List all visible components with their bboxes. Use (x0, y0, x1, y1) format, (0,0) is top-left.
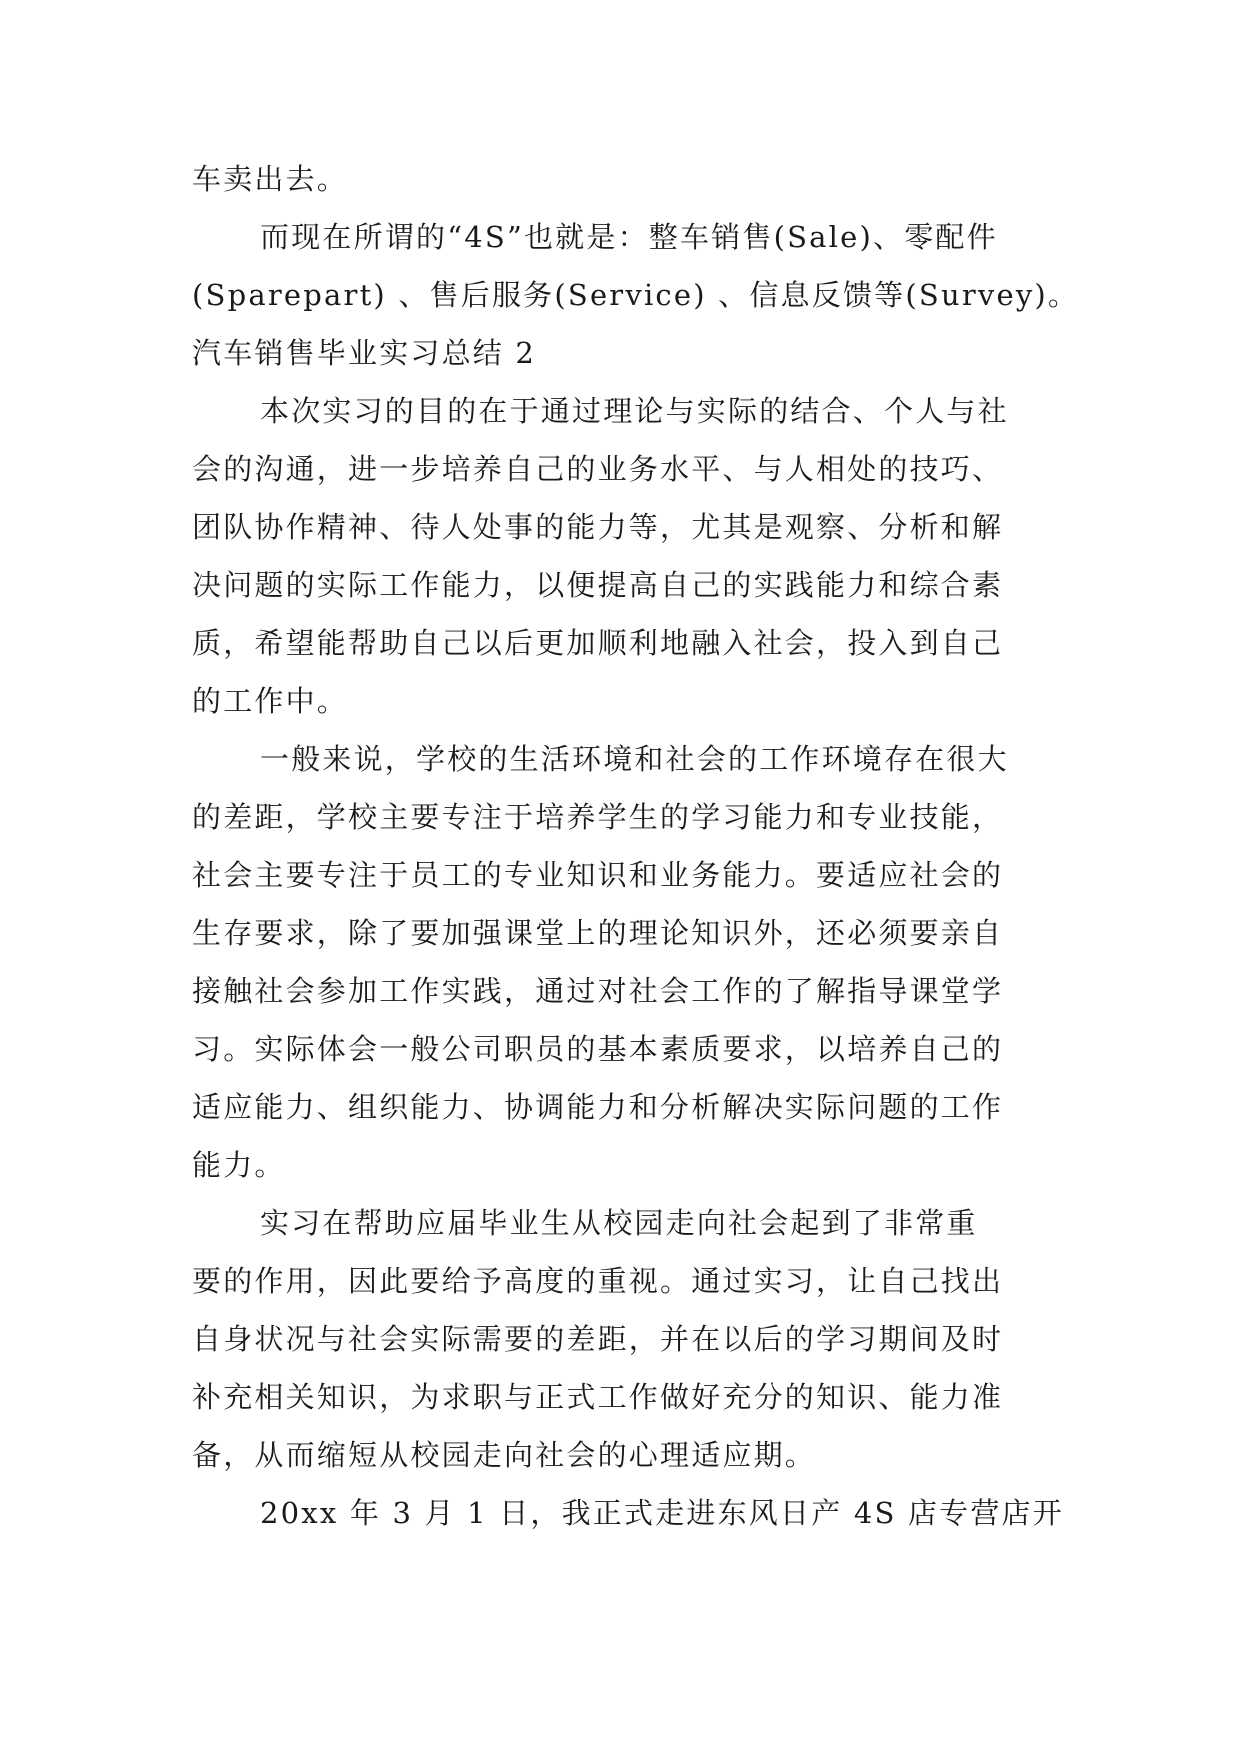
text-line: 一般来说，学校的生活环境和社会的工作环境存在很大 (260, 742, 1009, 776)
text-line: 的工作中。 (192, 684, 349, 718)
text-line: 而现在所谓的“4S”也就是：整车销售(Sale)、零配件 (260, 220, 998, 254)
text-line: 备，从而缩短从校园走向社会的心理适应期。 (192, 1438, 817, 1472)
text-line: 质，希望能帮助自己以后更加顺利地融入社会，投入到自己 (192, 626, 1004, 660)
text-line: 接触社会参加工作实践，通过对社会工作的了解指导课堂学 (192, 974, 1004, 1008)
text-line: 生存要求，除了要加强课堂上的理论知识外，还必须要亲自 (192, 916, 1004, 950)
text-line: 车卖出去。 (192, 162, 349, 196)
text-line: 团队协作精神、待人处事的能力等，尤其是观察、分析和解 (192, 510, 1004, 544)
text-line: 20xx 年 3 月 1 日，我正式走进东风日产 4S 店专营店开 (260, 1496, 1064, 1530)
document-body (192, 150, 1080, 1542)
text-line: 补充相关知识，为求职与正式工作做好充分的知识、能力准 (192, 1380, 1004, 1414)
text-line: 决问题的实际工作能力，以便提高自己的实践能力和综合素 (192, 568, 1004, 602)
text-line: 实习在帮助应届毕业生从校园走向社会起到了非常重 (260, 1206, 978, 1240)
text-line: 习。实际体会一般公司职员的基本素质要求，以培养自己的 (192, 1032, 1004, 1066)
text-line: 要的作用，因此要给予高度的重视。通过实习，让自己找出 (192, 1264, 1004, 1298)
text-line: 社会主要专注于员工的专业知识和业务能力。要适应社会的 (192, 858, 1004, 892)
text-line: 能力。 (192, 1148, 286, 1182)
text-line: 适应能力、组织能力、协调能力和分析解决实际问题的工作 (192, 1090, 1004, 1124)
text-line: 本次实习的目的在于通过理论与实际的结合、个人与社 (260, 394, 1009, 428)
section-heading: 汽车销售毕业实习总结 2 (192, 336, 537, 370)
text-line: 的差距，学校主要专注于培养学生的学习能力和专业技能， (192, 800, 1004, 834)
text-line: 会的沟通，进一步培养自己的业务水平、与人相处的技巧、 (192, 452, 1004, 486)
text-line: (Sparepart) 、售后服务(Service) 、信息反馈等(Survey)。 (192, 278, 1080, 312)
text-line: 自身状况与社会实际需要的差距，并在以后的学习期间及时 (192, 1322, 1004, 1356)
